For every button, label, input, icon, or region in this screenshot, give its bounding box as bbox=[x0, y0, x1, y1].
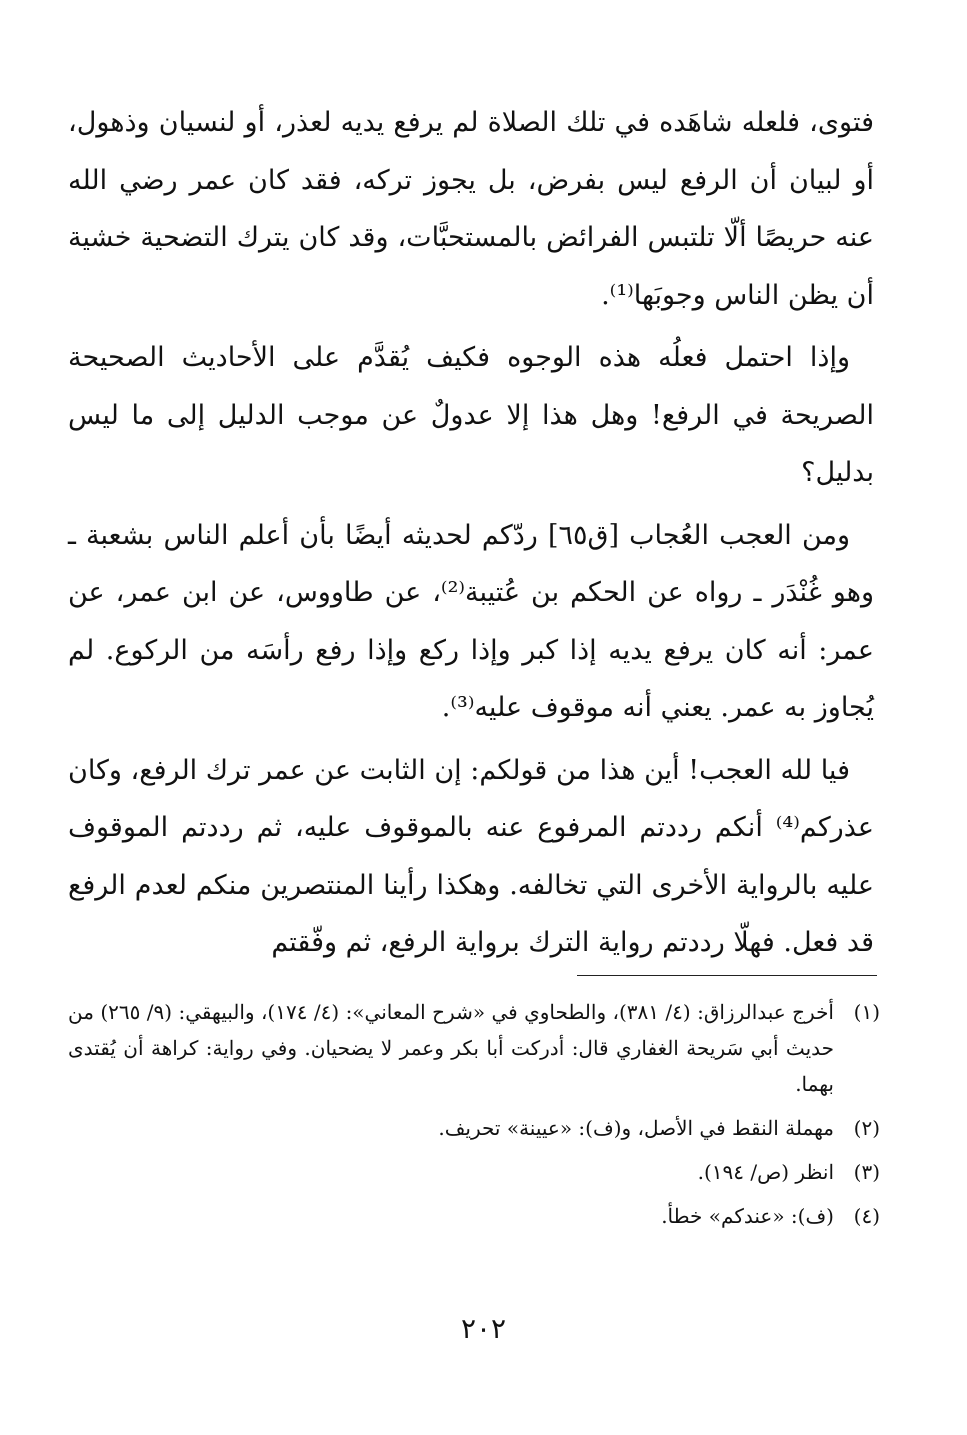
footnote-text: أخرج عبدالرزاق: (٤/ ٣٨١)، والطحاوي في «شرح المعاني»: (٤/ ١٧٤)، والبيهقي: (٩/ ٢٦٥) من حديث أبي سَريحة الغفاري قال: أدركت أبا بكر وعمر لا يضحيان. وفي رواية: كراهة أن يُقتدى بهما. bbox=[68, 1000, 834, 1096]
paragraph-4: فيا لله العجب! أين هذا من قولكم: إن الثابت عن عمر ترك الرفع، وكان عذركم⁽⁴⁾ أنكم رددتم المرفوع عنه بالموقوف عليه، ثم رددتم الموقوف عليه بالرواية الأخرى التي تخالفه. وهكذا رأينا المنتصرين منكم لعدم الرفع قد فعل. فهلّا رددتم رواية الترك برواية الرفع، ثم وفّقتم bbox=[68, 754, 874, 958]
footnote-number: (٢) bbox=[853, 1116, 880, 1140]
footnote-3 bbox=[68, 1154, 880, 1190]
footnote-text: انظر (ص/ ١٩٤). bbox=[697, 1160, 834, 1184]
footnote-number: (٤) bbox=[853, 1204, 880, 1228]
paragraph-2: وإذا احتمل فعلُه هذه الوجوه فكيف يُقدَّم على الأحاديث الصحيحة الصريحة في الرفع! وهل هذا إلا عدولٌ عن موجب الدليل إلى ما ليس بدليل؟ bbox=[68, 342, 874, 488]
footnote-text: (ف): «عندكم» خطأ. bbox=[661, 1204, 834, 1228]
paragraph-1: فتوى، فلعله شاهَده في تلك الصلاة لم يرفع يديه لعذر، أو لنسيان وذهول، أو لبيان أن الرفع ليس بفرض، بل يجوز تركه، فقد كان عمر رضي الله عنه حريصًا ألّا تلتبس الفرائض بالمستحبَّات، وقد كان يترك التضحية خشية أن يظن الناس وجوبَها⁽¹⁾. bbox=[68, 107, 874, 311]
footnote-number: (١) bbox=[853, 1000, 880, 1024]
footnote-2 bbox=[68, 1110, 880, 1146]
page-number: ٢٠٢ bbox=[460, 1312, 507, 1345]
footnote-1 bbox=[68, 994, 880, 1102]
footnotes bbox=[68, 994, 880, 1242]
footnote-divider bbox=[577, 975, 877, 976]
footnote-4 bbox=[68, 1198, 880, 1234]
footnote-text: مهملة النقط في الأصل، و(ف): «عيينة» تحريف. bbox=[438, 1116, 834, 1140]
paragraph-3: ومن العجب العُجاب [ق٦٥] ردّكم لحديثه أيضًا بأن أعلم الناس بشعبة ـ وهو غُنْدَر ـ رواه عن الحكم بن عُتيبة⁽²⁾، عن طاووس، عن ابن عمر، عن عمر: أنه كان يرفع يديه إذا كبر وإذا ركع وإذا رفع رأسَه من الركوع. لم يُجاوز به عمر. يعني أنه موقوف عليه⁽³⁾. bbox=[68, 519, 875, 723]
footnote-number: (٣) bbox=[853, 1160, 880, 1184]
main-text bbox=[68, 94, 874, 972]
